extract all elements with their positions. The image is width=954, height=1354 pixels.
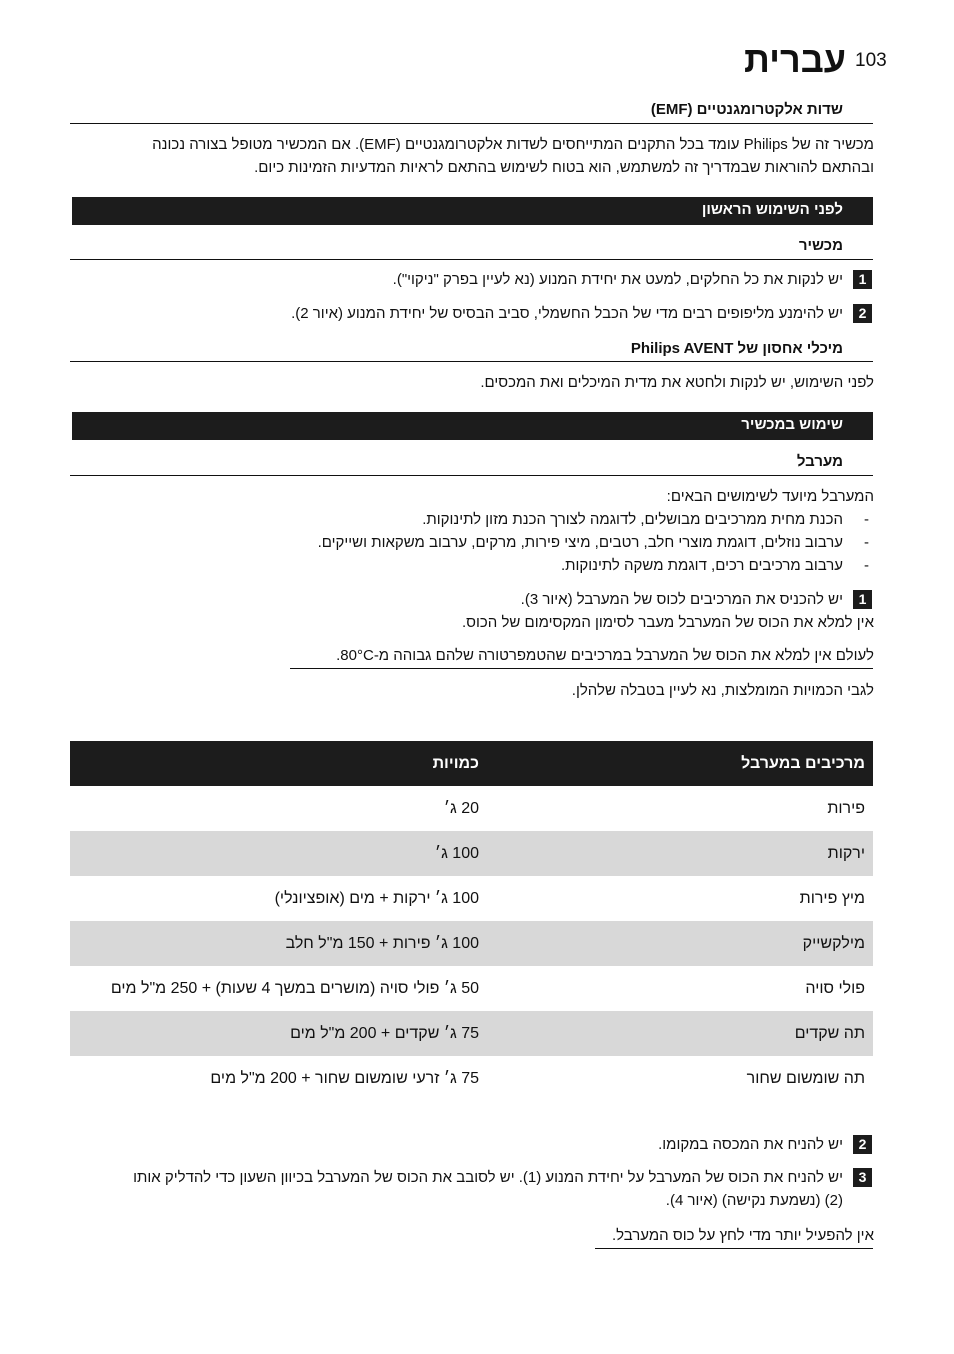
step-number: 1 bbox=[853, 270, 872, 289]
warning-text: לעולם אין למלא את הכוס של המערבל במרכיבים שהטמפרטורה שלהם גבוהה מ-80°C. bbox=[336, 647, 874, 664]
table-row bbox=[70, 786, 873, 831]
step-text: יש להניח את הכוס של המערבל על יחידת המנוע (1). יש לסובב את הכוס של המערבל בכיוון השעון כדי להדליק אותו bbox=[133, 1169, 843, 1186]
step-text: יש להכניס את המרכיבים לכוס של המערבל (איור 3). bbox=[520, 591, 843, 608]
bullet-dash: - bbox=[864, 534, 869, 551]
emf-text-line2: ובהתאם להוראות שבמדריך זה למשתמש, הוא בטוח לשימוש בהתאם לראיות המדעיות הזמינות כיום. bbox=[254, 159, 874, 176]
ingredient-cell: מיץ פירות bbox=[799, 889, 865, 907]
table-row bbox=[70, 966, 873, 1011]
ingredient-cell: תה שומשום שחור bbox=[746, 1069, 865, 1087]
table-row bbox=[70, 921, 873, 966]
table-intro: לגבי הכמויות המומלצות, נא לעיין בטבלה שלהלן. bbox=[571, 682, 874, 699]
bullet-dash: - bbox=[864, 557, 869, 574]
column-header-ingredients: מרכיבים במערבל bbox=[487, 741, 873, 786]
section-bar-before-first-use bbox=[72, 197, 873, 225]
containers-heading: מיכלי אחסון של Philips AVENT bbox=[630, 340, 843, 357]
step-text: יש לנקות את כל החלקים, למעט את יחידת המנוע (נא לעיין בפרק "ניקוי"). bbox=[392, 271, 843, 288]
step-text: יש להניח את המכסה במקומו. bbox=[658, 1136, 843, 1153]
quantity-cell: 75 ג׳ שקדים + 200 מ"ל מים bbox=[70, 1011, 487, 1056]
quantity-cell: 100 ג׳ bbox=[70, 831, 487, 876]
table-row bbox=[70, 876, 873, 921]
bullet-text: הכנת מחית ממרכיבים מבושלים, לדוגמה לצורך הכנת מזון לתינוקות. bbox=[422, 511, 843, 528]
page-title: עברית bbox=[743, 39, 846, 80]
divider bbox=[70, 123, 873, 124]
ingredient-cell: תה שקדים bbox=[487, 1011, 873, 1056]
bullet-text: ערבוב מרכיבים רכים, דוגמת משקה לתינוקות. bbox=[560, 557, 843, 574]
bullet-dash: - bbox=[864, 511, 869, 528]
divider bbox=[70, 475, 873, 476]
device-heading: מכשיר bbox=[798, 237, 843, 254]
ingredient-cell: ירקות bbox=[487, 831, 873, 876]
quantity-cell: 50 ג׳ פולי סויה (מושרים במשך 4 שעות) + 250 מ"ל מים bbox=[110, 979, 479, 997]
step-number: 3 bbox=[853, 1168, 872, 1187]
section-title: לפני השימוש הראשון bbox=[701, 201, 843, 218]
column-header-quantities: כמויות bbox=[70, 741, 487, 786]
warning-text: אין להפעיל יותר מדי לחץ על כוס המערבל. bbox=[611, 1227, 874, 1244]
warning-underline bbox=[290, 668, 873, 669]
divider bbox=[70, 361, 873, 362]
blender-intro: המערבל מיועד לשימושים הבאים: bbox=[666, 488, 874, 505]
page-number: 103 bbox=[855, 50, 887, 71]
quantity-cell: 20 ג׳ bbox=[443, 799, 479, 817]
quantity-cell: 75 ג׳ זרעי שומשום שחור + 200 מ"ל מים bbox=[210, 1069, 479, 1087]
divider bbox=[70, 259, 873, 260]
amounts-table bbox=[70, 741, 873, 1101]
section-bar-using-appliance bbox=[72, 412, 873, 440]
table-row bbox=[70, 831, 873, 876]
step-number: 1 bbox=[853, 590, 872, 609]
table-header-row bbox=[70, 741, 873, 786]
step-number: 2 bbox=[853, 1135, 872, 1154]
ingredient-cell: פירות bbox=[827, 799, 865, 817]
containers-text: לפני השימוש, יש לנקות ולחטא את מדית המיכלים ואת המכסים. bbox=[480, 374, 874, 391]
quantity-cell: 100 ג׳ ירקות + מים (אופציונלי) bbox=[274, 889, 479, 907]
section-title: שימוש במכשיר bbox=[741, 416, 843, 433]
quantity-cell: 100 ג׳ פירות + 150 מ"ל חלב bbox=[70, 921, 487, 966]
note-text: אין למלא את הכוס של המערבל מעבר לסימון המקסימום של הכוס. bbox=[462, 614, 874, 631]
ingredient-cell: מילקשייק bbox=[487, 921, 873, 966]
blender-heading: מערבל bbox=[796, 453, 843, 470]
table-row bbox=[70, 1056, 873, 1101]
table-row bbox=[70, 1011, 873, 1056]
emf-text-line1: מכשיר זה של Philips עומד בכל התקנים המתייחסים לשדות אלקטרומגנטיים (EMF). אם המכשיר מטופל בצורה נכונה bbox=[152, 136, 874, 153]
step-number: 2 bbox=[853, 304, 872, 323]
bullet-text: ערבוב נוזלים, דוגמת מוצרי חלב, רטבים, מיצי פירות, מרקים, ערבוב משקאות ושייקים. bbox=[317, 534, 843, 551]
ingredient-cell: פולי סויה bbox=[805, 979, 865, 997]
step-text-continued: (2) (נשמעת נקישה) (איור 4). bbox=[665, 1192, 843, 1209]
step-text: יש להימנע מליפופים רבים מדי של הכבל החשמלי, סביב הבסיס של יחידת המנוע (איור 2). bbox=[291, 305, 843, 322]
emf-heading: שדות אלקטרומגנטיים (EMF) bbox=[650, 101, 843, 118]
warning-underline bbox=[595, 1248, 873, 1249]
